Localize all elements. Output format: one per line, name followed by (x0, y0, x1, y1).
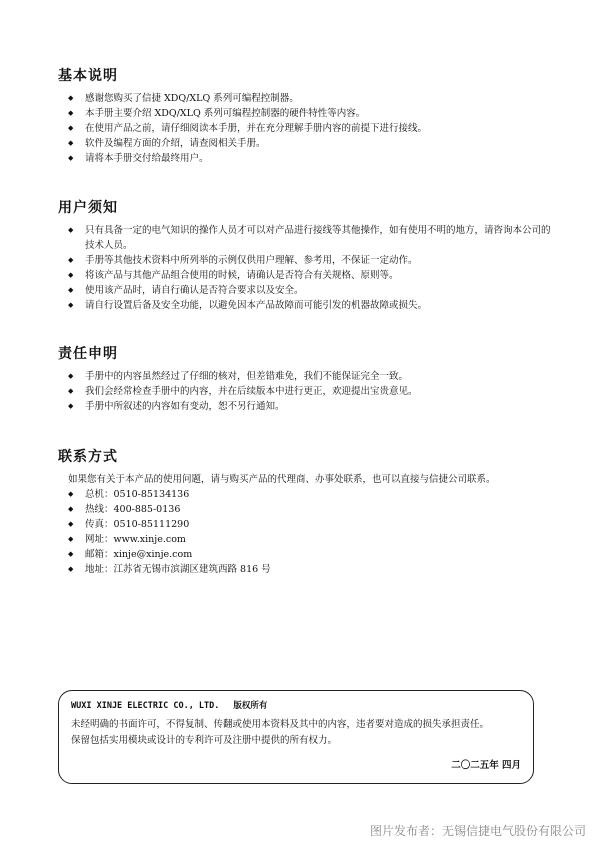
list-item: ◆ 本手册主要介绍 XDQ/XLQ 系列可编程控制器的硬件特性等内容。 (68, 106, 558, 121)
section-disclaimer (58, 343, 558, 414)
copyright-line-1: 未经明确的书面许可，不得复制、传翻或使用本资料及其中的内容，违者要对造成的损失承担责任。 (71, 719, 490, 730)
copyright-line-2: 保留包括实用模块或设计的专利许可及注册中提供的所有权力。 (71, 735, 338, 746)
list-item: ◆ 使用该产品时，请自行确认是否符合要求以及安全。 (68, 283, 558, 298)
contact-list (58, 487, 558, 577)
contact-fax: ◆ 传真：0510-85111290 (68, 517, 558, 532)
section-title-resp: 责任申明 (58, 346, 118, 362)
list-item: ◆ 只有具备一定的电气知识的操作人员才可以对产品进行接线等其他操作，如有使用不明的地方，请咨询本公司的技术人员。 (68, 223, 558, 253)
list-item: ◆ 请将本手册交付给最终用户。 (68, 151, 558, 166)
contact-hotline: ◆ 热线：400-885-0136 (68, 502, 558, 517)
list-item: ◆ 手册中的内容虽然经过了仔细的核对，但差错难免，我们不能保证完全一致。 (68, 369, 558, 384)
copyright-box (58, 690, 534, 784)
contact-website: ◆ 网址：www.xinje.com (68, 532, 558, 547)
list-item: ◆ 手册中所叙述的内容如有变动，恕不另行通知。 (68, 399, 558, 414)
user-notice-list (58, 223, 558, 313)
list-item: ◆ 手册等其他技术资料中所列举的示例仅供用户理解、参考用，不保证一定动作。 (68, 253, 558, 268)
section-basic-info (58, 65, 558, 166)
section-title-basic: 基本说明 (58, 68, 118, 84)
section-contact (58, 446, 558, 577)
contact-intro: 如果您有关于本产品的使用问题，请与购买产品的代理商、办事处联系，也可以直接与信捷公司联系。 (68, 474, 496, 485)
list-item: ◆ 我们会经常检查手册中的内容，并在后续版本中进行更正，欢迎提出宝贵意见。 (68, 384, 558, 399)
contact-phone: ◆ 总机：0510-85134136 (68, 487, 558, 502)
section-user-notice (58, 197, 558, 313)
contact-email: ◆ 邮箱：xinje@xinje.com (68, 547, 558, 562)
publication-date: 二〇二五年 四月 (451, 760, 521, 771)
list-item: ◆ 将该产品与其他产品组合使用的时候，请确认是否符合有关规格、原则等。 (68, 268, 558, 283)
contact-address: ◆ 地址：江苏省无锡市滨湖区建筑西路 816 号 (68, 562, 558, 577)
list-item: ◆ 在使用产品之前，请仔细阅读本手册，并在充分理解手册内容的前提下进行接线。 (68, 121, 558, 136)
section-title-user: 用户须知 (58, 200, 118, 216)
list-item: ◆ 感谢您购买了信捷 XDQ/XLQ 系列可编程控制器。 (68, 91, 558, 106)
section-title-contact: 联系方式 (58, 449, 118, 465)
company-name: WUXI XINJE ELECTRIC CO., LTD. (71, 701, 220, 711)
list-item: ◆ 软件及编程方面的介绍，请查阅相关手册。 (68, 136, 558, 151)
basic-info-list (58, 91, 558, 166)
list-item: ◆ 请自行设置后备及安全功能，以避免因本产品故障而可能引发的机器故障或损失。 (68, 298, 558, 313)
publisher-caption: 图片发布者：无锡信捷电气股份有限公司 (369, 824, 586, 838)
copyright-header (71, 699, 521, 711)
disclaimer-list (58, 369, 558, 414)
rights-reserved: 版权所有 (233, 701, 268, 711)
